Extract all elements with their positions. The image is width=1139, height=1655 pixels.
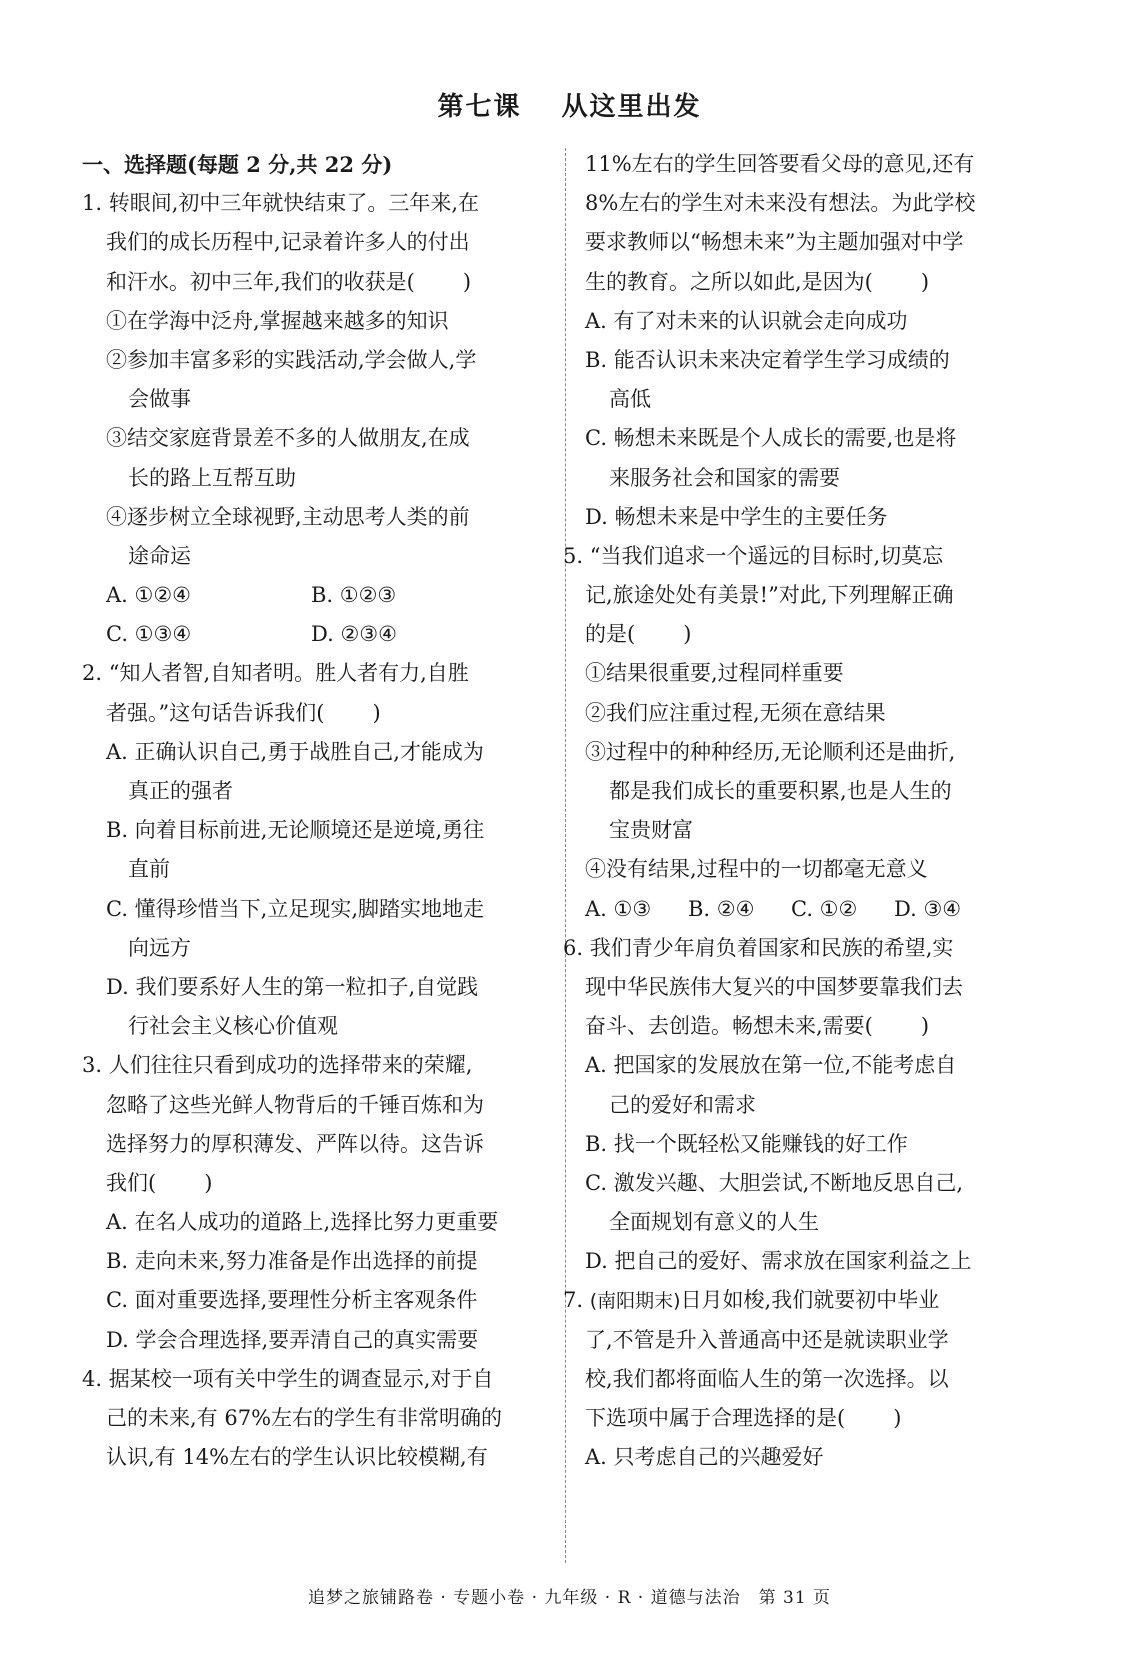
question-text: 选择努力的厚积薄发、严阵以待。这告诉 xyxy=(106,1131,484,1156)
option-b-cont: 直前 xyxy=(128,857,170,882)
question-7 xyxy=(563,1281,1065,1477)
statement: ②我们应注重过程,无须在意结果 xyxy=(585,700,886,725)
option-c[interactable]: C. 激发兴趣、大胆尝试,不断地反思自己, xyxy=(585,1170,964,1195)
question-text: 5. “当我们追求一个遥远的目标时,切莫忘 xyxy=(563,543,944,568)
option-a-cont: 己的爱好和需求 xyxy=(609,1092,756,1117)
right-column xyxy=(563,145,1065,1477)
question-text: 奋斗、去创造。畅想未来,需要( ) xyxy=(585,1014,930,1039)
statement: ④没有结果,过程中的一切都毫无意义 xyxy=(585,857,928,882)
statement: 长的路上互帮互助 xyxy=(128,465,296,490)
question-text: 我们的成长历程中,记录着许多人的付出 xyxy=(106,230,470,255)
question-text: 4. 据某校一项有关中学生的调查显示,对于自 xyxy=(82,1366,494,1391)
option-b[interactable]: B. 能否认识未来决定着学生学习成绩的 xyxy=(585,347,950,372)
left-column xyxy=(82,145,552,1477)
page-title xyxy=(0,86,1139,123)
option-d[interactable]: D. ②③④ xyxy=(311,622,397,647)
option-d[interactable]: D. 学会合理选择,要弄清自己的真实需要 xyxy=(106,1327,479,1352)
question-5 xyxy=(563,537,1065,929)
question-6 xyxy=(563,929,1065,1282)
statement: ①在学海中泛舟,掌握越来越多的知识 xyxy=(106,308,449,333)
question-text: 校,我们都将面临人生的第一次选择。以 xyxy=(585,1366,949,1391)
statement: ②参加丰富多彩的实践活动,学会做人,学 xyxy=(106,347,477,372)
option-d[interactable]: D. 畅想未来是中学生的主要任务 xyxy=(585,504,888,529)
column-divider xyxy=(565,148,566,1563)
option-d[interactable]: D. 把自己的爱好、需求放在国家利益之上 xyxy=(585,1249,972,1274)
statement: 会做事 xyxy=(128,387,191,412)
question-text: 7. (南阳期末)日月如梭,我们就要初中毕业 xyxy=(563,1288,940,1313)
option-a[interactable]: A. ①②④ xyxy=(106,583,191,608)
option-c[interactable]: C. 懂得珍惜当下,立足现实,脚踏实地地走 xyxy=(106,896,485,921)
option-a[interactable]: A. 只考虑自己的兴趣爱好 xyxy=(585,1445,824,1470)
option-b[interactable]: B. ②④ xyxy=(688,896,755,921)
question-text: 记,旅途处处有美景!”对此,下列理解正确 xyxy=(585,583,954,608)
option-d-cont: 行社会主义核心价值观 xyxy=(128,1014,338,1039)
statement: 都是我们成长的重要积累,也是人生的 xyxy=(609,779,952,803)
question-text: 要求教师以“畅想未来”为主题加强对中学 xyxy=(585,230,964,255)
question-2 xyxy=(82,654,552,1046)
question-text: 现中华民族伟大复兴的中国梦要靠我们去 xyxy=(585,974,963,999)
question-1 xyxy=(82,184,552,654)
options-row xyxy=(585,890,1065,929)
option-a-cont: 真正的强者 xyxy=(128,779,233,803)
question-text: 了,不管是升入普通高中还是就读职业学 xyxy=(585,1327,949,1352)
statement: 宝贵财富 xyxy=(609,818,693,843)
question-text: 11%左右的学生回答要看父母的意见,还有 xyxy=(585,152,975,176)
option-b[interactable]: B. 向着目标前进,无论顺境还是逆境,勇往 xyxy=(106,818,485,843)
option-c-cont: 向远方 xyxy=(128,935,191,960)
question-text: 2. “知人者智,自知者明。胜人者有力,自胜 xyxy=(82,661,469,686)
statement: ①结果很重要,过程同样重要 xyxy=(585,661,844,686)
option-c[interactable]: C. 畅想未来既是个人成长的需要,也是将 xyxy=(585,426,957,451)
options-row xyxy=(82,615,552,654)
question-3 xyxy=(82,1046,552,1360)
question-text: 3. 人们往往只看到成功的选择带来的荣耀, xyxy=(82,1053,473,1078)
option-b[interactable]: B. 找一个既轻松又能赚钱的好工作 xyxy=(585,1131,908,1156)
question-source: (南阳期末) xyxy=(589,1290,681,1313)
options-row xyxy=(82,576,552,615)
question-text: 己的未来,有 67%左右的学生有非常明确的 xyxy=(106,1406,503,1430)
option-d[interactable]: D. 我们要系好人生的第一粒扣子,自觉践 xyxy=(106,974,479,999)
option-b[interactable]: B. ①②③ xyxy=(311,583,397,608)
question-4-cont xyxy=(585,145,1065,537)
statement: ③过程中的种种经历,无论顺利还是曲折, xyxy=(585,739,956,764)
question-text: 者强。”这句话告诉我们( ) xyxy=(106,700,381,725)
page-footer: 追梦之旅铺路卷 · 专题小卷 · 九年级 · R · 道德与法治 第 31 页 xyxy=(307,1588,832,1608)
option-c[interactable]: C. 面对重要选择,要理性分析主客观条件 xyxy=(106,1288,478,1313)
option-c[interactable]: C. ①③④ xyxy=(106,622,192,647)
section-heading: 一、选择题(每题 2 分,共 22 分) xyxy=(82,152,393,177)
option-b[interactable]: B. 走向未来,努力准备是作出选择的前提 xyxy=(106,1249,478,1274)
question-text: 和汗水。初中三年,我们的收获是( ) xyxy=(106,269,472,294)
option-c-cont: 全面规划有意义的人生 xyxy=(609,1210,819,1235)
option-a[interactable]: A. 在名人成功的道路上,选择比努力更重要 xyxy=(106,1210,499,1235)
statement: ④逐步树立全球视野,主动思考人类的前 xyxy=(106,504,470,529)
option-b-cont: 高低 xyxy=(609,387,651,412)
statement: 途命运 xyxy=(128,543,191,568)
option-c-cont: 来服务社会和国家的需要 xyxy=(609,465,840,490)
lesson-number: 第七课 xyxy=(437,92,522,122)
question-text: 6. 我们青少年肩负着国家和民族的希望,实 xyxy=(563,935,954,960)
question-text: 忽略了这些光鲜人物背后的千锤百炼和为 xyxy=(106,1092,484,1117)
lesson-name: 从这里出发 xyxy=(561,92,702,122)
option-c[interactable]: C. ①② xyxy=(791,896,858,921)
option-a[interactable]: A. 把国家的发展放在第一位,不能考虑自 xyxy=(585,1053,957,1078)
question-text: 认识,有 14%左右的学生认识比较模糊,有 xyxy=(106,1445,488,1470)
option-a[interactable]: A. 正确认识自己,勇于战胜自己,才能成为 xyxy=(106,739,484,764)
option-a[interactable]: A. 有了对未来的认识就会走向成功 xyxy=(585,308,908,333)
question-text: 生的教育。之所以如此,是因为( ) xyxy=(585,269,930,294)
option-d[interactable]: D. ③④ xyxy=(894,896,962,921)
question-4 xyxy=(82,1360,552,1478)
statement: ③结交家庭背景差不多的人做朋友,在成 xyxy=(106,426,470,451)
question-text: 我们( ) xyxy=(106,1170,213,1195)
question-text: 的是( ) xyxy=(585,622,692,647)
question-text: 8%左右的学生对未来没有想法。为此学校 xyxy=(585,191,976,216)
option-a[interactable]: A. ①③ xyxy=(585,896,652,921)
question-text: 1. 转眼间,初中三年就快结束了。三年来,在 xyxy=(82,191,480,216)
question-text: 下选项中属于合理选择的是( ) xyxy=(585,1406,902,1430)
